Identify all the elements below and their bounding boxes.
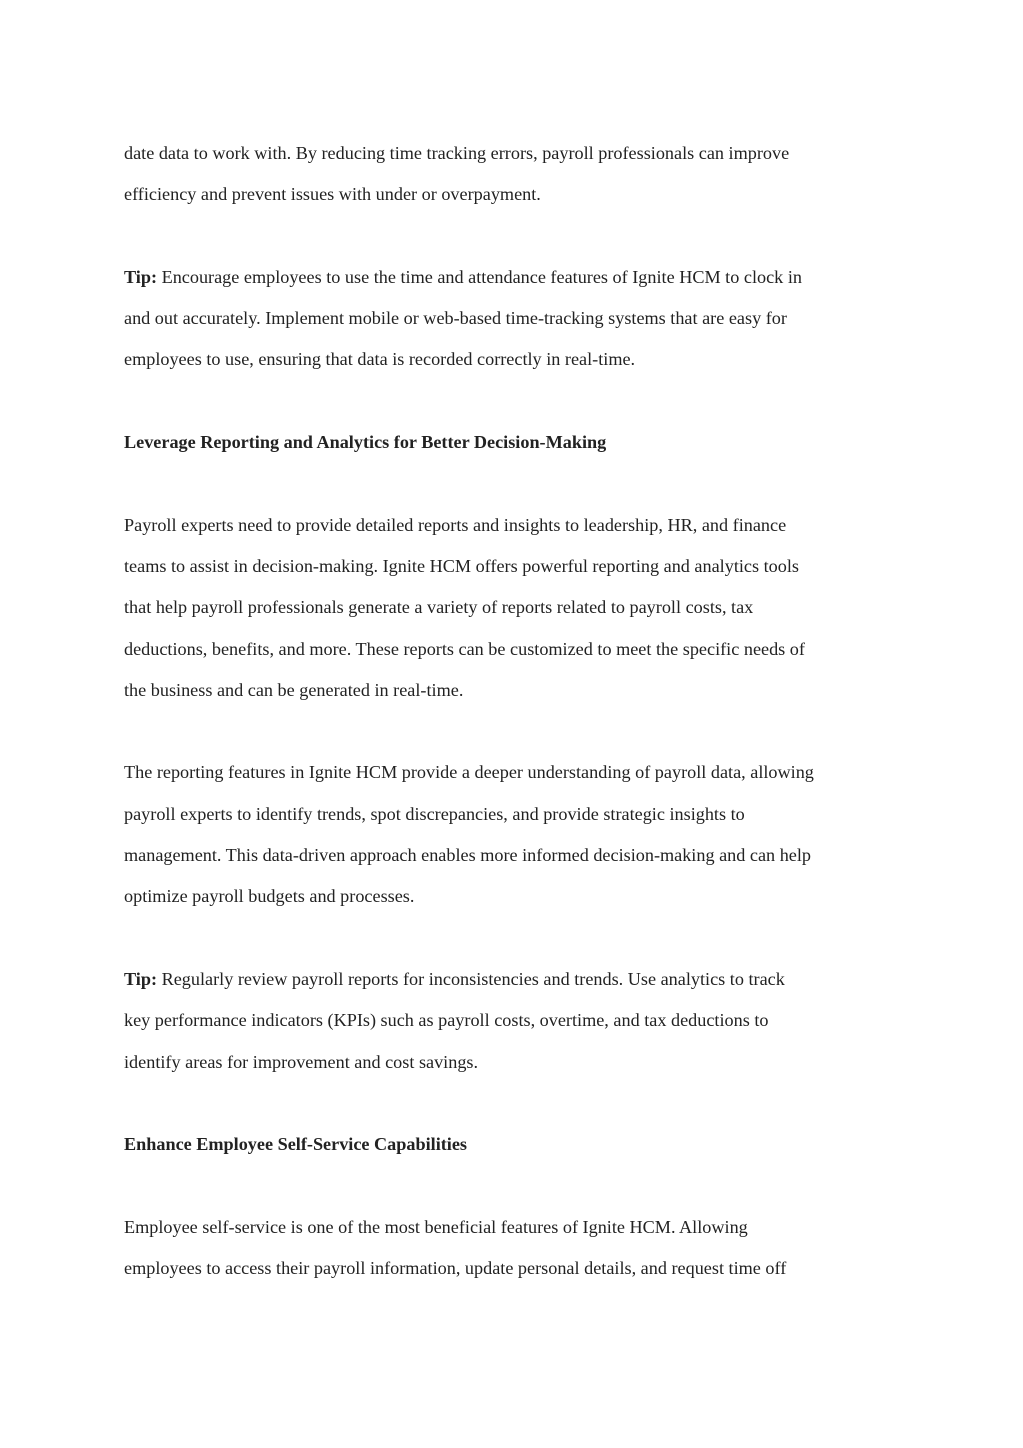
text-line: the business and can be generated in real-time. bbox=[124, 679, 464, 700]
tip-label: Tip: bbox=[124, 968, 158, 989]
text-line: identify areas for improvement and cost savings. bbox=[124, 1051, 479, 1072]
text-line bbox=[124, 959, 914, 1000]
section-heading-self-service: Enhance Employee Self-Service Capabilities bbox=[124, 1134, 468, 1155]
text-line: management. This data-driven approach enables more informed decision-making and can help bbox=[124, 845, 812, 866]
text-line: Payroll experts need to provide detailed reports and insights to leadership, HR, and finance bbox=[124, 514, 787, 535]
text-line: and out accurately. Implement mobile or web-based time-tracking systems that are easy for bbox=[124, 308, 787, 329]
text-line: employees to use, ensuring that data is recorded correctly in real-time. bbox=[124, 349, 636, 370]
text-line: teams to assist in decision-making. Ignite HCM offers powerful reporting and analytics tools bbox=[124, 555, 799, 576]
paragraph-self-service bbox=[124, 1207, 914, 1290]
text-line: Employee self-service is one of the most beneficial features of Ignite HCM. Allowing bbox=[124, 1216, 748, 1237]
text-line: payroll experts to identify trends, spot discrepancies, and provide strategic insights to bbox=[124, 803, 745, 824]
text-line: that help payroll professionals generate a variety of reports related to payroll costs, tax bbox=[124, 597, 754, 618]
tip-text: Regularly review payroll reports for inconsistencies and trends. Use analytics to track bbox=[157, 968, 785, 989]
paragraph-time-tracking-errors bbox=[124, 133, 914, 216]
text-line: employees to access their payroll information, update personal details, and request time off bbox=[124, 1258, 787, 1279]
section-heading-reporting: Leverage Reporting and Analytics for Better Decision-Making bbox=[124, 432, 607, 453]
text-line: The reporting features in Ignite HCM provide a deeper understanding of payroll data, allowing bbox=[124, 762, 814, 783]
text-line: deductions, benefits, and more. These reports can be customized to meet the specific needs of bbox=[124, 638, 805, 659]
paragraph-reporting-tools bbox=[124, 505, 914, 711]
text-line: date data to work with. By reducing time tracking errors, payroll professionals can improve bbox=[124, 143, 790, 163]
tip-review-reports bbox=[124, 959, 914, 1083]
document-body bbox=[124, 133, 914, 1331]
tip-time-attendance bbox=[124, 257, 914, 381]
tip-label: Tip: bbox=[124, 266, 158, 287]
tip-text: Encourage employees to use the time and attendance features of Ignite HCM to clock in bbox=[157, 266, 802, 287]
text-line: efficiency and prevent issues with under or overpayment. bbox=[124, 184, 541, 205]
paragraph-reporting-features bbox=[124, 752, 914, 917]
text-line bbox=[124, 257, 914, 298]
text-line: key performance indicators (KPIs) such as payroll costs, overtime, and tax deductions to bbox=[124, 1010, 769, 1031]
text-line: optimize payroll budgets and processes. bbox=[124, 886, 415, 907]
